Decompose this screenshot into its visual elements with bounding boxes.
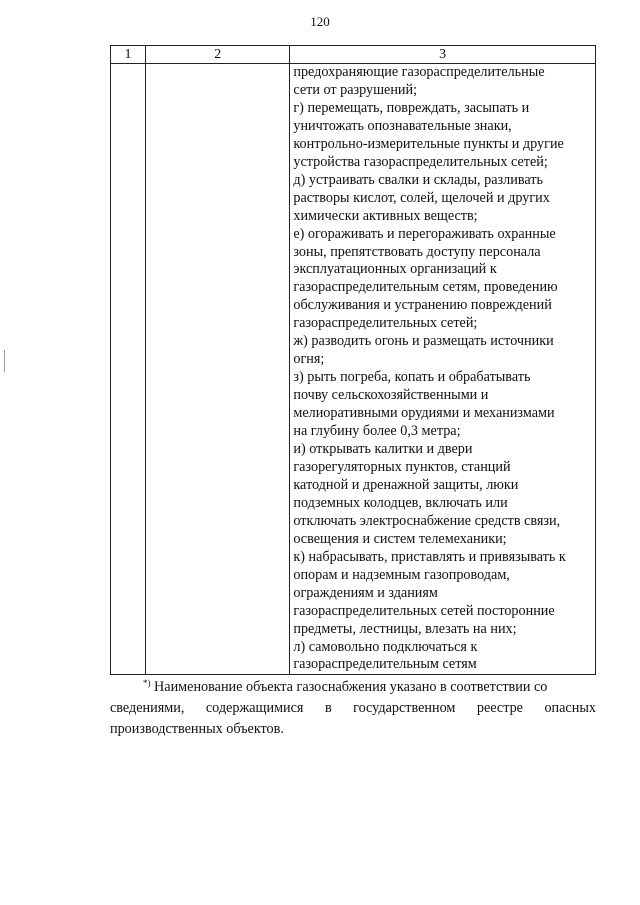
requirements-table [110, 45, 596, 675]
cell-text-line: обслуживания и устранению повреждений [293, 297, 552, 314]
cell-text-line: устройства газораспределительных сетей; [293, 153, 548, 170]
cell-text-line: уничтожать опознавательные знаки, [293, 117, 512, 134]
cell-text-line: почву сельскохозяйственными и [293, 387, 489, 404]
footnote [110, 677, 596, 740]
cell-text-line: на глубину более 0,3 метра; [293, 423, 461, 440]
cell-text-line: з) рыть погреба, копать и обрабатывать [293, 369, 531, 386]
footnote-line-1 [110, 677, 596, 698]
footnote-marker: *) [143, 678, 151, 688]
footnote-word: реестре [476, 700, 523, 716]
cell-text-line: д) устраивать свалки и склады, разливать [293, 171, 543, 188]
cell-text-line: предохраняющие газораспределительные [293, 64, 545, 80]
cell-text-line: газораспределительным сетям, проведению [293, 279, 558, 296]
footnote-line-3: производственных объектов. [110, 721, 284, 737]
cell-text-line: отключать электроснабжение средств связи, [293, 512, 561, 529]
cell-text-line: огня; [293, 351, 325, 368]
cell-text-line: газораспределительных сетей посторонние [293, 602, 555, 619]
header-cell-3: 3 [290, 46, 596, 64]
cell-text-line: мелиоративными орудиями и механизмами [293, 405, 555, 422]
cell-text-line: ж) разводить огонь и размещать источники [293, 333, 554, 350]
footnote-word: сведениями, [110, 700, 185, 716]
footnote-line-2 [110, 698, 596, 719]
cell-text-line: газораспределительным сетям [293, 656, 477, 673]
scan-edge-mark [4, 350, 5, 372]
cell-text-line: газораспределительных сетей; [293, 315, 478, 332]
cell-text-line: контрольно-измерительные пункты и другие [293, 135, 564, 152]
table-body-row [111, 64, 596, 675]
body-cell-3 [290, 64, 596, 675]
cell-text-line: газорегуляторных пунктов, станций [293, 458, 511, 475]
footnote-line-1-text: Наименование объекта газоснабжения указано в соответствии со [154, 679, 548, 695]
cell-text-line: опорам и надземным газопроводам, [293, 566, 510, 583]
cell-text-line: подземных колодцев, включать или [293, 494, 508, 511]
cell-text-line: растворы кислот, солей, щелочей и других [293, 189, 550, 206]
header-cell-2: 2 [146, 46, 290, 64]
cell-text-line: л) самовольно подключаться к [293, 638, 478, 655]
body-cell-1 [111, 64, 146, 675]
cell-text-line: г) перемещать, повреждать, засыпать и [293, 99, 530, 116]
cell-text-line: и) открывать калитки и двери [293, 441, 473, 458]
cell-text-line: ограждениям и зданиям [293, 584, 438, 601]
body-cell-2 [146, 64, 290, 675]
cell-text-line: катодной и дренажной защиты, люки [293, 476, 519, 493]
footnote-word: государственном [353, 700, 456, 716]
table-header-row [111, 46, 596, 64]
cell-text-line: предметы, лестницы, влезать на них; [293, 620, 517, 637]
footnote-word: опасных [544, 700, 596, 716]
cell-text-line: зоны, препятствовать доступу персонала [293, 243, 541, 260]
footnote-word: в [324, 700, 332, 716]
header-cell-1: 1 [111, 46, 146, 64]
footnote-word: содержащимися [205, 700, 304, 716]
cell-text-line: сети от разрушений; [293, 81, 418, 98]
cell-text-line: к) набрасывать, приставлять и привязывать к [293, 548, 566, 565]
cell-text-line: е) огораживать и перегораживать охранные [293, 225, 556, 242]
page-number: 120 [310, 14, 330, 29]
cell-text-line: освещения и систем телемеханики; [293, 530, 507, 547]
cell-text-line: эксплуатационных организаций к [293, 261, 497, 278]
cell-text-line: химически активных веществ; [293, 207, 478, 224]
